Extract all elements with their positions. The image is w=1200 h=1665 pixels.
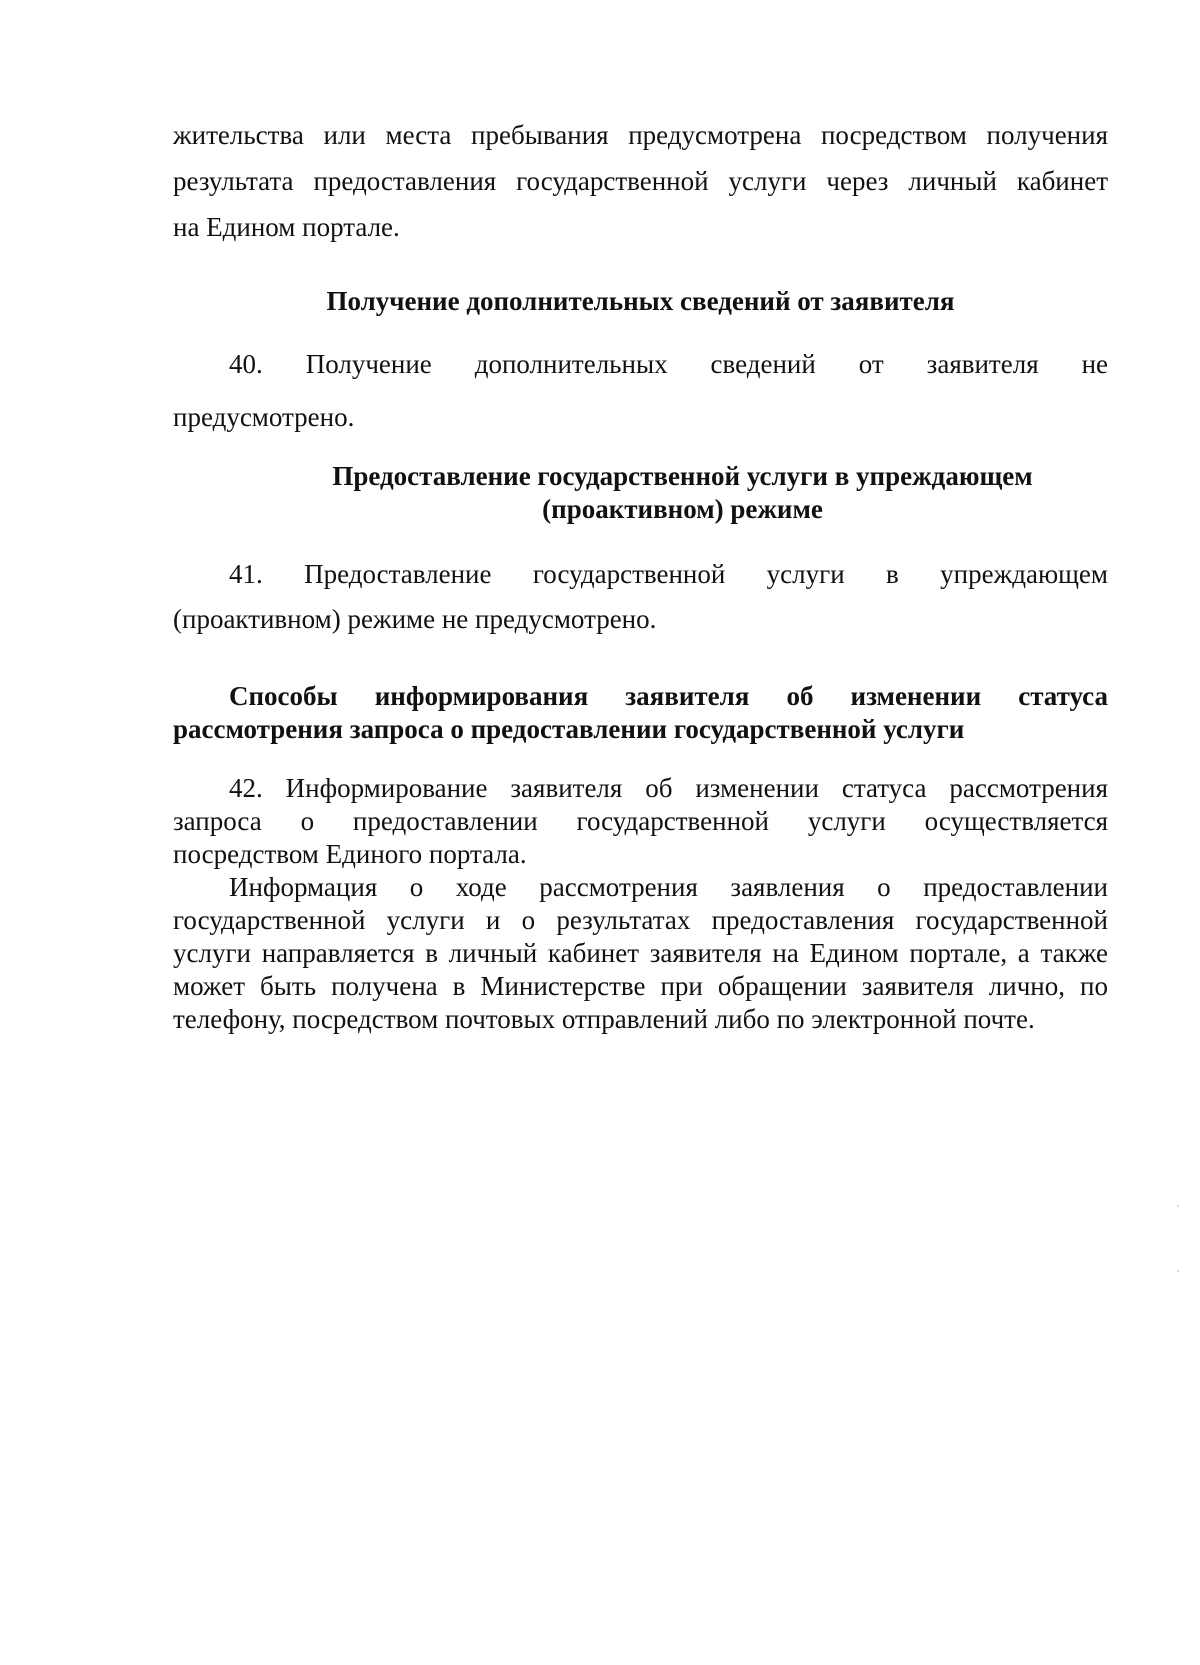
intro-paragraph	[173, 112, 1108, 250]
paragraph-information-line-2: государственной услуги и о результатах предоставления государственной	[173, 905, 1108, 935]
paragraph-40	[173, 338, 1108, 444]
section-heading-status-notification	[173, 680, 1108, 746]
paragraph-40-line-2: предусмотрено.	[173, 402, 355, 432]
section-heading-text: Получение дополнительных сведений от заявителя	[326, 286, 955, 316]
scan-artifact	[1177, 1270, 1179, 1272]
paragraph-40-line-1: 40. Получение дополнительных сведений от заявителя не	[229, 349, 1108, 379]
paragraph-information-line-4: может быть получена в Министерстве при обращении заявителя лично, по	[173, 971, 1108, 1001]
section-heading-proactive	[215, 460, 1150, 526]
paragraph-42-line-3: посредством Единого портала.	[173, 839, 527, 869]
paragraph-information-line-3: услуги направляется в личный кабинет заявителя на Едином портале, а также	[173, 938, 1108, 968]
paragraph-41	[173, 552, 1108, 642]
paragraph-41-line-2: (проактивном) режиме не предусмотрено.	[173, 604, 657, 634]
paragraph-42-line-2: запроса о предоставлении государственной услуги осуществляется	[173, 806, 1108, 836]
section-heading-status-line-1: Способы информирования заявителя об изменении статуса	[229, 681, 1108, 711]
scan-artifact	[1177, 1205, 1179, 1207]
paragraph-42-line-1: 42. Информирование заявителя об изменении статуса рассмотрения	[229, 773, 1108, 803]
section-heading-proactive-line-1: Предоставление государственной услуги в упреждающем	[332, 461, 1033, 491]
paragraph-information-line-1: Информация о ходе рассмотрения заявления о предоставлении	[229, 872, 1108, 902]
intro-line-3: на Едином портале.	[173, 212, 400, 242]
paragraph-42	[173, 772, 1108, 871]
paragraph-41-line-1: 41. Предоставление государственной услуги в упреждающем	[229, 559, 1108, 589]
section-heading-additional-info	[173, 284, 1108, 318]
section-heading-status-line-2: рассмотрения запроса о предоставлении государственной услуги	[173, 714, 965, 744]
paragraph-information-line-5: телефону, посредством почтовых отправлений либо по электронной почте.	[173, 1004, 1035, 1034]
intro-line-1: жительства или места пребывания предусмотрена посредством получения	[173, 120, 1108, 150]
paragraph-information	[173, 871, 1108, 1036]
intro-line-2: результата предоставления государственной услуги через личный кабинет	[173, 166, 1108, 196]
section-heading-proactive-line-2: (проактивном) режиме	[542, 494, 823, 524]
